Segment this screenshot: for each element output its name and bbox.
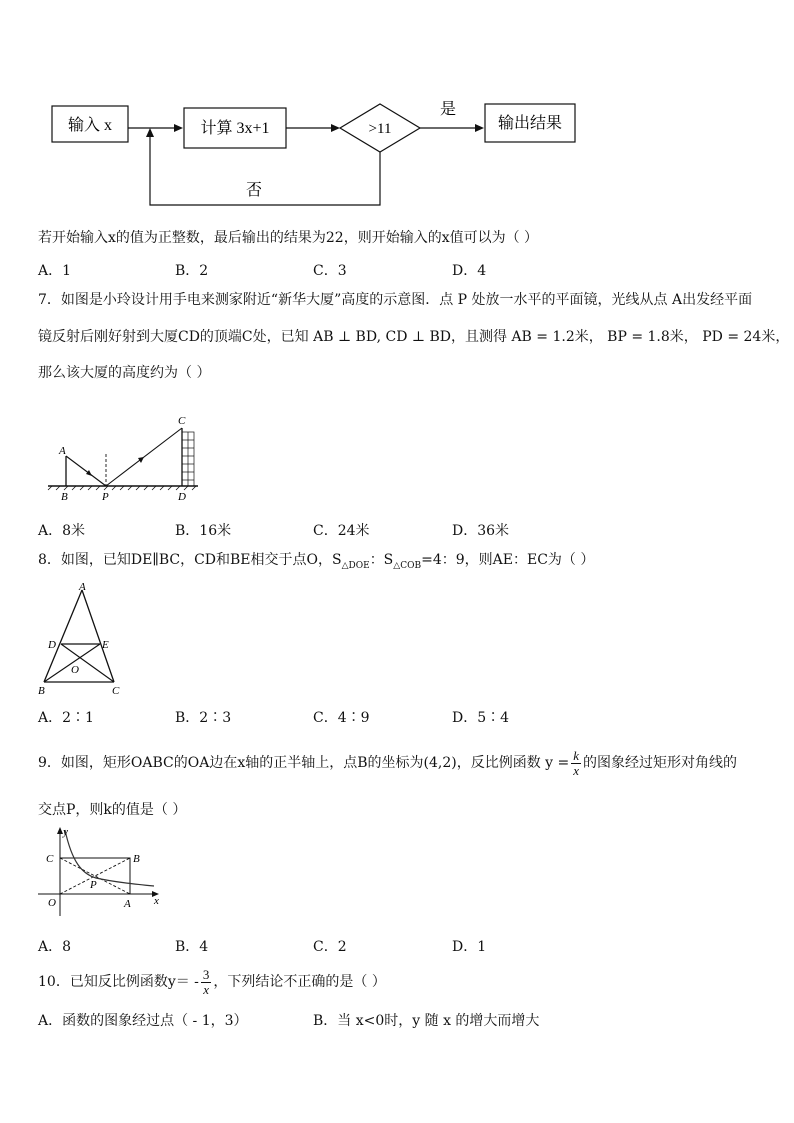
flow-input-label: 输入 x — [67, 117, 113, 134]
q8-option-c: C．4∶9 — [313, 710, 370, 726]
flow-loop-arrowhead — [146, 128, 154, 137]
q7-label-d: D — [178, 491, 186, 503]
q9-stem-line1 — [38, 746, 737, 780]
q10-option-a: A．函数的图象经过点（ - 1，3） — [38, 1013, 248, 1029]
q7-label-p: P — [102, 491, 109, 503]
q7-label-b: B — [61, 491, 68, 503]
q10-frac-den: x — [203, 981, 210, 997]
q9-stem-b: 的图象经过矩形对角线的 — [583, 755, 738, 771]
q9-label-c: C — [46, 853, 54, 865]
q7-option-b: B．16米 — [175, 523, 232, 539]
q6-option-a: A．1 — [38, 263, 72, 279]
q8-stem-b: ：S — [369, 552, 394, 568]
q7-figure — [40, 410, 210, 505]
q7-stem-line3: 那么该大厦的高度约为（ ） — [38, 365, 211, 381]
q8-label-b: B — [38, 685, 45, 697]
q10-stem-b: ，下列结论不正确的是（ ） — [213, 974, 386, 990]
q10-stem — [38, 962, 386, 1002]
q9-frac-den: x — [573, 762, 580, 778]
q8-figure — [34, 580, 134, 700]
q7-ray-ap — [66, 456, 106, 486]
q9-fraction — [571, 749, 581, 778]
q8-label-c: C — [112, 685, 120, 697]
q6-option-c: C．3 — [313, 263, 347, 279]
q8-option-d: D．5∶4 — [452, 710, 510, 726]
q7-option-d: D．36米 — [452, 523, 510, 539]
q8-label-e: E — [102, 639, 109, 651]
q8-label-a: A — [79, 581, 86, 593]
flow-arrowhead-2 — [331, 124, 340, 132]
q9-stem-line2: 交点P，则k的值是（ ） — [38, 802, 187, 818]
flow-arrowhead-3 — [475, 124, 484, 132]
flow-arrowhead-1 — [174, 124, 183, 132]
q9-label-a: A — [124, 898, 131, 910]
q8-stem-c: =4：9，则AE：EC为（ ） — [421, 552, 595, 568]
q7-label-c: C — [178, 415, 186, 427]
flow-compute-label: 计算 3x+1 — [200, 120, 270, 137]
q10-stem-a: 10．已知反比例函数y＝ - — [38, 974, 199, 990]
flow-no-label: 否 — [245, 182, 263, 199]
q8-sub-doe: △DOE — [341, 560, 370, 571]
q6-option-b: B．2 — [175, 263, 209, 279]
q7-arrow-ap — [86, 470, 92, 476]
q9-frac-num: k — [573, 747, 580, 763]
flow-yes-label: 是 — [439, 101, 457, 118]
q9-option-b: B．4 — [175, 939, 209, 955]
q7-option-a: A．8米 — [38, 523, 86, 539]
q8-sub-cob: △COB — [393, 560, 422, 571]
flow-output-label: 输出结果 — [497, 115, 563, 132]
q9-label-o: O — [48, 897, 56, 909]
q9-option-a: A．8 — [38, 939, 72, 955]
q6-stem: 若开始输入x的值为正整数，最后输出的结果为22，则开始输入的x值可以为（ ） — [38, 230, 539, 246]
q10-frac-num: 3 — [202, 966, 210, 982]
q9-label-x: x — [154, 895, 159, 907]
q8-side-ac — [82, 590, 114, 682]
q8-stem — [38, 550, 594, 576]
flow-decision-label: >11 — [368, 121, 392, 137]
flowchart — [0, 0, 794, 220]
q6-option-d: D．4 — [452, 263, 487, 279]
q9-label-b: B — [133, 853, 140, 865]
q8-stem-a: 8．如图，已知DE∥BC，CD和BE相交于点O，S — [38, 552, 342, 568]
q9-label-p: P — [90, 879, 97, 891]
q9-stem-a: 9．如图，矩形OABC的OA边在x轴的正半轴上，点B的坐标为(4,2)，反比例函数 y = — [38, 755, 570, 771]
q7-building-hatch — [182, 432, 194, 486]
q9-option-d: D．1 — [452, 939, 487, 955]
q8-option-b: B．2∶3 — [175, 710, 232, 726]
q7-arrow-pc — [138, 457, 144, 463]
q8-label-o: O — [71, 664, 79, 676]
q7-stem-line1: 7．如图是小玲设计用手电来测家附近“新华大厦”高度的示意图．点 P 处放一水平的平面镜，光线从点 A出发经平面 — [38, 292, 753, 308]
q8-option-a: A．2∶1 — [38, 710, 94, 726]
q10-fraction — [201, 968, 212, 997]
q9-label-y: y — [63, 826, 68, 838]
q8-label-d: D — [48, 639, 56, 651]
q9-figure — [34, 824, 164, 919]
q7-option-c: C．24米 — [313, 523, 370, 539]
q9-option-c: C．2 — [313, 939, 347, 955]
q7-stem-line2: 镜反射后刚好射到大厦CD的顶端C处，已知 AB ⊥ BD, CD ⊥ BD，且测得 AB = 1.2米， BP = 1.8米， PD = 24米， — [38, 329, 790, 345]
q10-option-b: B．当 x<0时，y 随 x 的增大而增大 — [313, 1013, 540, 1029]
q7-label-a: A — [59, 445, 66, 457]
